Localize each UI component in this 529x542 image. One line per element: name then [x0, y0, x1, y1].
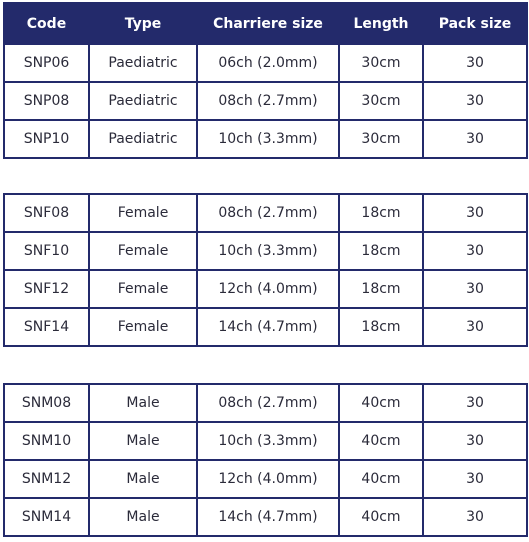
cell-charriere-size: 08ch (2.7mm)	[197, 384, 339, 422]
cell-pack-size: 30	[423, 498, 527, 536]
cell-code: SNP06	[4, 44, 89, 82]
cell-length: 18cm	[339, 232, 423, 270]
cell-type: Female	[89, 308, 197, 346]
cell-pack-size: 30	[423, 308, 527, 346]
table-row	[4, 194, 527, 232]
cell-charriere-size: 12ch (4.0mm)	[197, 460, 339, 498]
cell-charriere-size: 08ch (2.7mm)	[197, 82, 339, 120]
cell-code: SNM08	[4, 384, 89, 422]
cell-length: 30cm	[339, 120, 423, 158]
cell-length: 40cm	[339, 384, 423, 422]
cell-pack-size: 30	[423, 120, 527, 158]
product-table-paediatric	[3, 2, 528, 159]
table-row	[4, 460, 527, 498]
cell-pack-size: 30	[423, 194, 527, 232]
table-row	[4, 44, 527, 82]
cell-pack-size: 30	[423, 460, 527, 498]
cell-code: SNM10	[4, 422, 89, 460]
table-row	[4, 384, 527, 422]
cell-type: Female	[89, 194, 197, 232]
cell-charriere-size: 14ch (4.7mm)	[197, 498, 339, 536]
cell-length: 18cm	[339, 270, 423, 308]
table-row	[4, 232, 527, 270]
cell-type: Paediatric	[89, 82, 197, 120]
table-header-row	[4, 3, 527, 44]
cell-code: SNP08	[4, 82, 89, 120]
table-row	[4, 270, 527, 308]
cell-type: Paediatric	[89, 120, 197, 158]
cell-charriere-size: 12ch (4.0mm)	[197, 270, 339, 308]
cell-code: SNP10	[4, 120, 89, 158]
table-row	[4, 82, 527, 120]
cell-length: 40cm	[339, 460, 423, 498]
cell-charriere-size: 08ch (2.7mm)	[197, 194, 339, 232]
cell-length: 18cm	[339, 194, 423, 232]
cell-type: Male	[89, 384, 197, 422]
cell-type: Male	[89, 498, 197, 536]
cell-type: Paediatric	[89, 44, 197, 82]
cell-code: SNM12	[4, 460, 89, 498]
cell-pack-size: 30	[423, 422, 527, 460]
header-charriere-size: Charriere size	[197, 3, 339, 44]
cell-charriere-size: 14ch (4.7mm)	[197, 308, 339, 346]
cell-type: Female	[89, 232, 197, 270]
cell-code: SNF14	[4, 308, 89, 346]
table-row	[4, 422, 527, 460]
table-row	[4, 308, 527, 346]
cell-length: 40cm	[339, 422, 423, 460]
cell-pack-size: 30	[423, 384, 527, 422]
cell-pack-size: 30	[423, 232, 527, 270]
cell-pack-size: 30	[423, 82, 527, 120]
cell-charriere-size: 10ch (3.3mm)	[197, 422, 339, 460]
cell-charriere-size: 10ch (3.3mm)	[197, 232, 339, 270]
cell-charriere-size: 10ch (3.3mm)	[197, 120, 339, 158]
cell-type: Male	[89, 460, 197, 498]
cell-length: 30cm	[339, 82, 423, 120]
header-length: Length	[339, 3, 423, 44]
header-code: Code	[4, 3, 89, 44]
cell-type: Female	[89, 270, 197, 308]
cell-code: SNF10	[4, 232, 89, 270]
cell-code: SNF08	[4, 194, 89, 232]
cell-pack-size: 30	[423, 44, 527, 82]
cell-code: SNF12	[4, 270, 89, 308]
product-table-female	[3, 193, 528, 347]
product-table-male	[3, 383, 528, 537]
cell-type: Male	[89, 422, 197, 460]
header-type: Type	[89, 3, 197, 44]
cell-charriere-size: 06ch (2.0mm)	[197, 44, 339, 82]
cell-length: 40cm	[339, 498, 423, 536]
cell-length: 30cm	[339, 44, 423, 82]
header-pack-size: Pack size	[423, 3, 527, 44]
table-row	[4, 120, 527, 158]
cell-code: SNM14	[4, 498, 89, 536]
cell-length: 18cm	[339, 308, 423, 346]
cell-pack-size: 30	[423, 270, 527, 308]
table-row	[4, 498, 527, 536]
